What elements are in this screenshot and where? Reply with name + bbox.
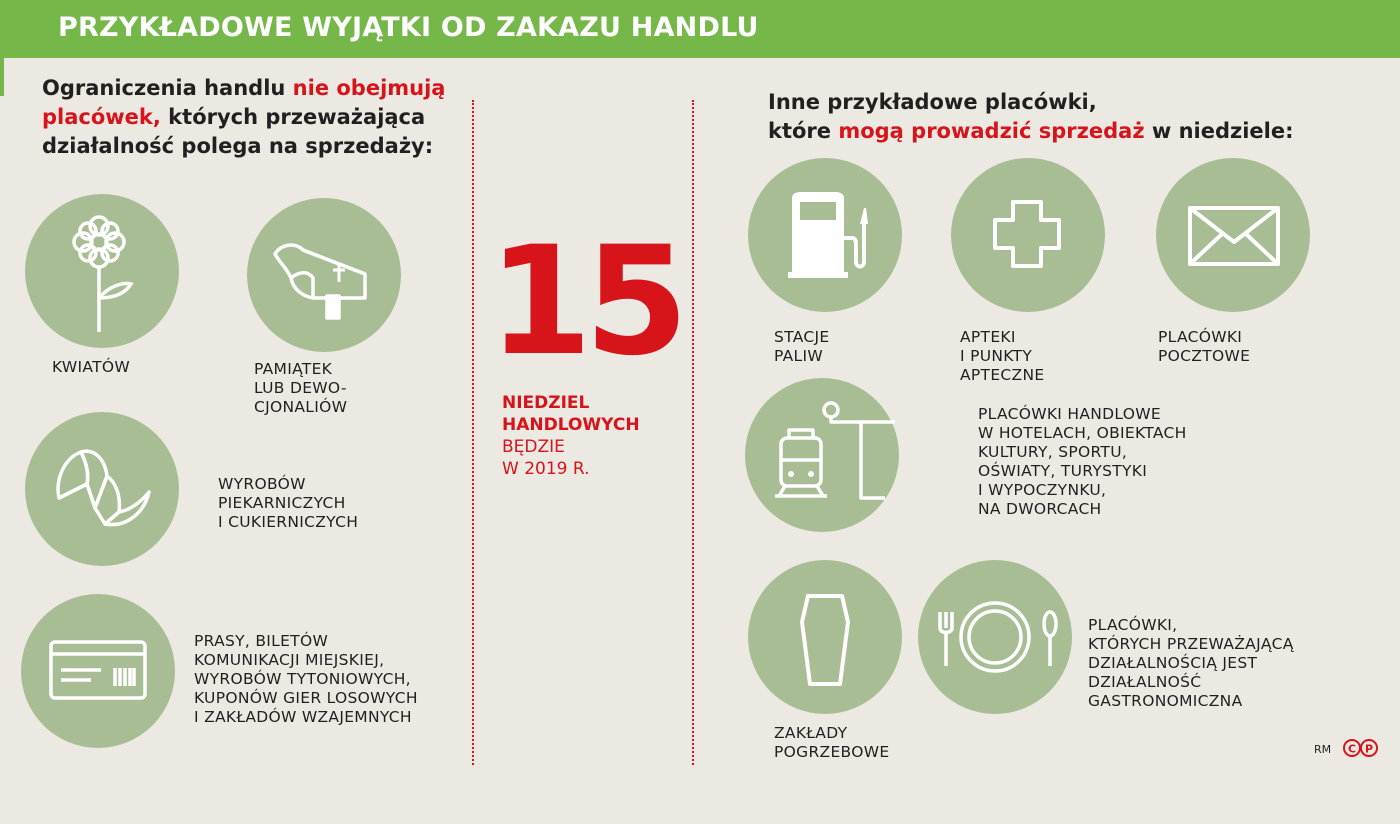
right-heading — [768, 88, 1294, 146]
right-heading-text: które — [768, 119, 839, 143]
label-souvenirs — [254, 360, 347, 417]
croissant-icon — [25, 412, 179, 566]
label-line: WYROBÓW TYTONIOWYCH, — [194, 670, 411, 688]
label-line: OŚWIATY, TURYSTYKI — [978, 462, 1148, 480]
label-line: APTEKI — [960, 328, 1016, 346]
fuel-pump-icon — [748, 158, 902, 312]
pharmacy-cross-icon — [951, 158, 1105, 312]
label-line: POGRZEBOWE — [774, 743, 890, 761]
label-line: PLACÓWKI, — [1088, 616, 1178, 634]
left-heading-text: działalność polega na sprzedaży: — [42, 134, 434, 158]
right-heading-highlight: mogą prowadzić sprzedaż — [838, 119, 1145, 143]
publisher-logo-icon — [1342, 738, 1380, 762]
divider-right — [692, 100, 694, 765]
label-press — [194, 632, 418, 727]
left-heading-text: Ograniczenia handlu — [42, 76, 293, 100]
label-line: WYROBÓW — [218, 475, 306, 493]
left-heading-text: których przeważająca — [160, 105, 426, 129]
label-line: NA DWORCACH — [978, 500, 1102, 518]
label-line: DZIAŁALNOŚCIĄ JEST — [1088, 654, 1258, 672]
label-line: DZIAŁALNOŚĆ — [1088, 673, 1202, 691]
prayer-book-icon — [247, 198, 401, 352]
label-line: KULTURY, SPORTU, — [978, 443, 1128, 461]
label-line: KUPONÓW GIER LOSOWYCH — [194, 689, 418, 707]
caption-line: NIEDZIEL — [502, 393, 590, 413]
label-gastronomy — [1088, 616, 1294, 711]
label-line: LUB DEWO- — [254, 379, 347, 397]
label-line: CJONALIÓW — [254, 398, 348, 416]
caption-line: HANDLOWYCH — [502, 415, 640, 435]
left-heading-highlight: placówek, — [42, 105, 161, 129]
label-line: PAMIĄTEK — [254, 360, 333, 378]
coffin-icon — [748, 560, 902, 714]
train-station-icon — [745, 378, 899, 532]
right-heading-text: w niedziele: — [1144, 119, 1294, 143]
label-line: APTECZNE — [960, 366, 1045, 384]
label-line: KWIATÓW — [52, 358, 131, 376]
label-bakery — [218, 475, 358, 532]
divider-left — [472, 100, 474, 765]
label-line: PLACÓWKI HANDLOWE — [978, 405, 1161, 423]
caption-line: W 2019 R. — [502, 459, 590, 479]
label-hotels — [978, 405, 1187, 519]
label-line: I CUKIERNICZYCH — [218, 513, 359, 531]
label-line: PLACÓWKI — [1158, 328, 1243, 346]
label-line: POCZTOWE — [1158, 347, 1251, 365]
label-post — [1158, 328, 1250, 366]
left-heading — [42, 74, 445, 161]
accent-mark — [0, 58, 4, 96]
label-line: STACJE — [774, 328, 830, 346]
flower-icon — [25, 194, 179, 348]
svg-text:P: P — [1364, 742, 1374, 756]
sundays-caption — [502, 392, 640, 480]
label-line: PALIW — [774, 347, 823, 365]
label-line: KTÓRYCH PRZEWAŻAJĄCĄ — [1088, 635, 1294, 653]
label-flowers — [52, 358, 130, 377]
ticket-icon — [21, 594, 175, 748]
label-line: I WYPOCZYNKU, — [978, 481, 1107, 499]
label-line: ZAKŁADY — [774, 724, 848, 742]
label-fuel — [774, 328, 829, 366]
page-title: PRZYKŁADOWE WYJĄTKI OD ZAKAZU HANDLU — [58, 12, 759, 43]
label-line: I PUNKTY — [960, 347, 1033, 365]
label-funeral — [774, 724, 889, 762]
label-pharmacy — [960, 328, 1044, 385]
left-heading-highlight: nie obejmują — [292, 76, 446, 100]
header-bar — [0, 0, 1400, 58]
caption-line: BĘDZIE — [502, 437, 565, 457]
label-line: KOMUNIKACJI MIEJSKIEJ, — [194, 651, 385, 669]
label-line: PRASY, BILETÓW — [194, 632, 329, 650]
label-line: I ZAKŁADÓW WZAJEMNYCH — [194, 708, 412, 726]
author-credit: RM — [1314, 743, 1332, 756]
envelope-icon — [1156, 158, 1310, 312]
right-heading-text: Inne przykładowe placówki, — [768, 90, 1097, 114]
svg-text:C: C — [1347, 742, 1357, 756]
sundays-count: 15 — [488, 215, 681, 389]
label-line: GASTRONOMICZNA — [1088, 692, 1243, 710]
label-line: W HOTELACH, OBIEKTACH — [978, 424, 1187, 442]
plate-cutlery-icon — [918, 560, 1072, 714]
label-line: PIEKARNICZYCH — [218, 494, 346, 512]
